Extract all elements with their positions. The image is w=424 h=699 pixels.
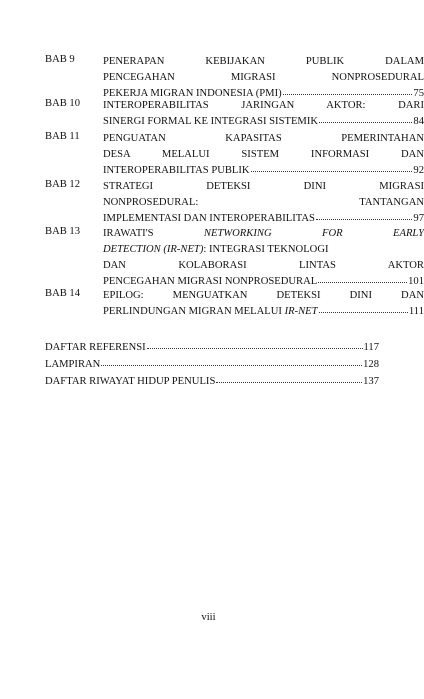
chapter-title-segment: PERLINDUNGAN MIGRAN MELALUI [103,306,285,317]
page-number: 84 [413,116,424,127]
chapter-number: BAB 13 [45,226,81,237]
dot-leader [319,121,412,123]
page-number: 111 [408,306,424,317]
chapter-title-line: STRATEGI DETEKSI DINI MIGRASI [103,181,424,192]
chapter-title-last-line [103,304,424,320]
chapter-title [103,131,424,179]
chapter-title-line: EPILOG: MENGUATKAN DETEKSI DINI DAN [103,290,424,301]
chapter-title [103,288,424,320]
dot-leader [216,381,362,383]
chapter-title-line: INTEROPERABILITAS PUBLIK [103,165,250,176]
section-title: DAFTAR RIWAYAT HIDUP PENULIS [45,376,216,387]
chapter-title-line: PENCEGAHAN MIGRASI NONPROSEDURAL [103,276,318,287]
chapter-title-line: NONPROSEDURAL: TANTANGAN [103,197,424,208]
chapter-title-line [103,242,424,258]
dot-leader [101,364,362,366]
chapter-title-italic-segment: IR-NET [284,306,318,317]
page-number: 92 [413,165,424,176]
chapter-number: BAB 11 [45,131,80,142]
toc-entry-lampiran[interactable] [45,357,379,373]
chapter-title-line: INTEROPERABILITAS JARINGAN AKTOR: DARI [103,100,424,111]
page-number: 101 [408,276,424,287]
chapter-title-line: PENCEGAHAN MIGRASI NONPROSEDURAL [103,72,424,83]
page-number: 75 [413,88,424,99]
dot-leader [147,347,363,349]
chapter-title-line: SINERGI FORMAL KE INTEGRASI SISTEMIK [103,116,319,127]
section-title: LAMPIRAN [45,359,101,370]
page-number: 117 [363,342,379,353]
chapter-title-line: PEKERJA MIGRAN INDONESIA (PMI) [103,88,282,99]
dot-leader [318,281,407,283]
chapter-title [103,98,424,130]
page-number: 128 [363,359,379,370]
dot-leader [251,170,413,172]
dot-leader [316,218,412,220]
page-footer-number: viii [201,612,216,623]
chapter-title-last-line [103,163,424,179]
chapter-title-line: PENGUATAN KAPASITAS PEMERINTAHAN [103,133,424,144]
chapter-title-last-line [103,211,424,227]
section-line [45,340,379,356]
section-title: DAFTAR REFERENSI [45,342,146,353]
chapter-number: BAB 10 [45,98,81,109]
chapter-title [103,54,424,102]
chapter-title-last-line [103,114,424,130]
dot-leader [283,93,413,95]
page-number: 97 [413,213,424,224]
chapter-title-italic-segment: DETECTION (IR-NET) [103,244,204,255]
chapter-title-segment: IRAWATI'S [103,228,204,239]
chapter-title-italic-segment: NETWORKING FOR EARLY [203,228,424,239]
chapter-title-line: PENERAPAN KEBIJAKAN PUBLIK DALAM [103,56,424,67]
page-number: 137 [363,376,379,387]
chapter-title-line [103,226,424,242]
chapter-title [103,226,424,290]
chapter-title [103,179,424,227]
toc-entry-daftar-riwayat-hidup-penulis[interactable] [45,374,379,390]
chapter-title-line [103,304,318,320]
chapter-number: BAB 9 [45,54,75,65]
chapter-title-line: DESA MELALUI SISTEM INFORMASI DAN [103,149,424,160]
chapter-number: BAB 14 [45,288,81,299]
section-line [45,374,379,390]
dot-leader [319,311,408,313]
section-line [45,357,379,373]
toc-entry-daftar-referensi[interactable] [45,340,379,356]
chapter-title-line: IMPLEMENTASI DAN INTEROPERABILITAS [103,213,315,224]
chapter-title-line: DAN KOLABORASI LINTAS AKTOR [103,260,424,271]
chapter-title-segment: : INTEGRASI TEKNOLOGI [203,244,329,255]
chapter-number: BAB 12 [45,179,81,190]
